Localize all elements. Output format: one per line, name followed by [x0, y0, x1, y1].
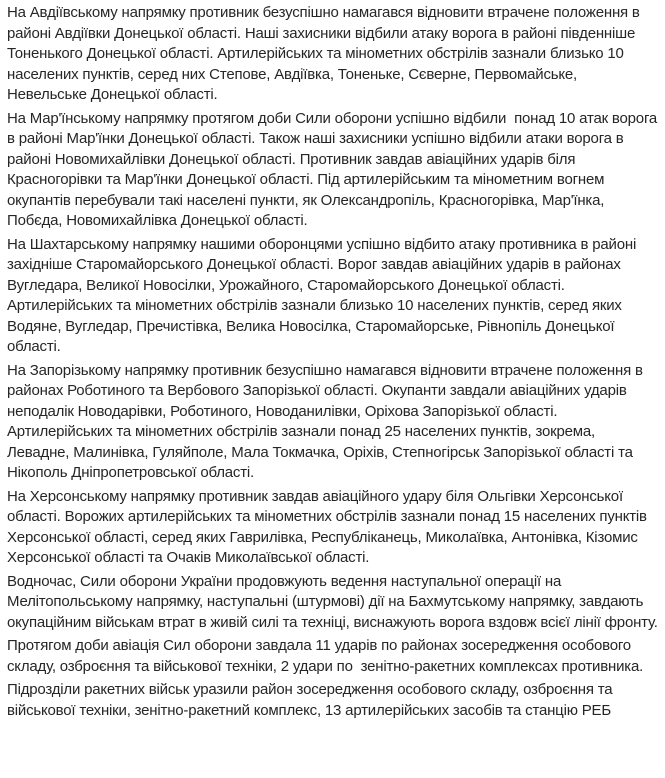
paragraph-shakhtarsk-direction: На Шахтарському напрямку нашими оборонцями успішно відбито атаку противника в районі західніше Старомайорського Донецької області. Ворог завдав авіаційних ударів в районах Вугледара, Великої Новосілки, Урожайного, Старомайорського Донецької області. Артилерійських та мінометних обстрілів зазнали близько 10 населених пунктів, серед яких Водяне, Вугледар, Пречистівка, Велика Новосілка, Старомайорське, Рівнопіль Донецької області. — [7, 235, 641, 355]
paragraph-zaporizhzhia-direction: На Запорізькому напрямку противник безуспішно намагався відновити втрачене положення в районах Роботиного та Вербового Запорізької області. Окупанти завдали авіаційних ударів неподалік Новодарівки, Роботиного, Новоданилівки, Оріхова Запорізької області. Артилерійських та мінометних обстрілів зазнали понад 25 населених пунктів, зокрема, Левадне, Малинівка, Гуляйполе, Мала Токмачка, Оріхів, Степногірськ Запорізької області та Нікополь Дніпропетровської області. — [7, 361, 647, 481]
paragraph-aviation-strikes: Протягом доби авіація Сил оборони завдала 11 ударів по районах зосередження особового складу, озброєння та військової техніки, 2 удари по зенітно-ракетних комплексах противника. — [7, 637, 644, 675]
paragraph-marinka-direction: На Мар'їнському напрямку протягом доби Сили оборони успішно відбили понад 10 атак ворога в районі Мар'їнки Донецької області. Також наші захисники успішно відбили атаки ворога в районі Новомихайлівки Донецької області. Противник завдав авіаційних ударів біля Красногорівки та Мар'їнки Донецької області. Під артилерійським та мінометним вогнем окупантів перебували такі населені пункти, як Олександропіль, Красногорівка, Мар'їнка, Побєда, Новомихайлівка Донецької області. — [7, 109, 661, 229]
paragraph-kherson-direction: На Херсонському напрямку противник завдав авіаційного удару біля Ольгівки Херсонської області. Ворожих артилерійських та мінометних обстрілів зазнали понад 15 населених пунктів Херсонської області, серед яких Гаврилівка, Республіканець, Миколаївка, Антонівка, Кізомис Херсонської області та Очаків Миколаївської області. — [7, 487, 651, 566]
paragraph-missile-forces: Підрозділи ракетних військ уразили район зосередження особового складу, озброєння та військової техніки, зенітно-ракетний комплекс, 13 артилерійських засобів та станцію РЕБ — [7, 681, 617, 719]
paragraph-offensive-operation: Водночас, Сили оборони України продовжують ведення наступальної операції на Мелітопольському напрямку, наступальні (штурмові) дії на Бахмутському напрямку, завдають окупаційним військам втрат в живій силі та техніці, виснажують ворога вздовж всієї лінії фронту. — [7, 572, 658, 631]
paragraph-avdiivka-direction: На Авдіївському напрямку противник безуспішно намагався відновити втрачене положення в районі Авдіївки Донецької області. Наші захисники відбили атаку ворога в районі південніше Тоненького Донецької області. Артилерійських та мінометних обстрілів зазнали близько 10 населених пунктів, серед них Степове, Авдіївка, Тоненьке, Сєверне, Первомайське, Невельське Донецької області. — [7, 4, 644, 103]
